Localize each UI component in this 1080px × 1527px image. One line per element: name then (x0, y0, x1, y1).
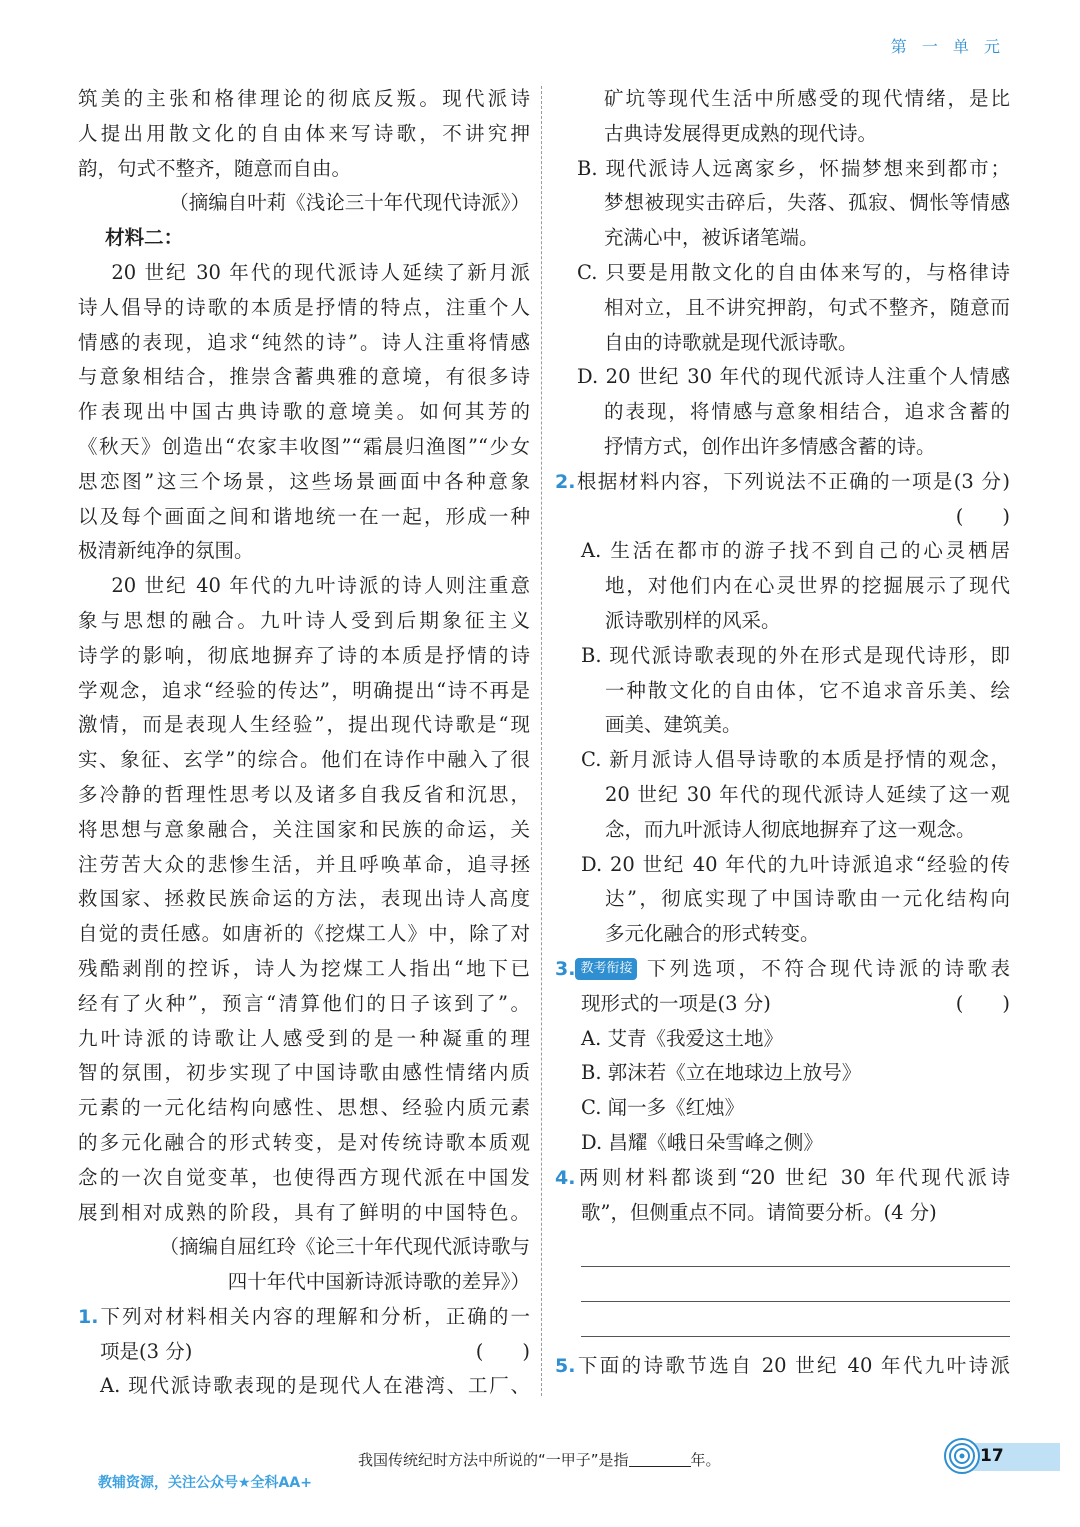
passage-line: 筑美的主张和格律理论的彻底反叛。现代派诗 (78, 87, 530, 110)
passage-line: 情感的表现，追求“纯然的诗”。诗人注重将情感 (78, 330, 530, 354)
answer-paren[interactable]: ( ) (475, 1339, 530, 1363)
option-line: 相对立，且不讲究押韵，句式不整齐，随意而 (604, 295, 1010, 319)
option-line: C. 新月派诗人倡导诗歌的本质是抒情的观念， (581, 748, 1010, 772)
passage-line: 注劳苦大众的悲惨生活，并且呼唤革命，追寻拯 (78, 852, 530, 876)
column-divider (541, 86, 542, 1396)
passage-line: 作表现出中国古典诗歌的意境美。如何其芳的 (78, 400, 530, 424)
question-1-number: 1. (78, 1305, 99, 1328)
question-3-stem-2: 现形式的一项是(3 分) ( ) (555, 987, 1010, 1022)
passage-line: 实、象征、玄学”的综合。他们在诗作中融入了很 (78, 748, 530, 772)
passage-line: 诗人倡导的诗歌的本质是抒情的特点，注重个人 (78, 295, 530, 319)
spiral-icon (942, 1436, 982, 1476)
option-line: 画美、建筑美。 (605, 713, 742, 737)
option-line: D. 昌耀《峨日朵雪峰之侧》 (581, 1130, 823, 1154)
passage-line: 念的一次自觉变革，也使得西方现代派在中国发 (78, 1165, 530, 1189)
option-line: B. 现代派诗人远离家乡，怀揣梦想来到都市； (577, 156, 1010, 180)
passage-line: 元素的一元化结构向感性、思想、经验内质元素 (78, 1096, 530, 1120)
passage-line: 救国家、拯救民族命运的方法，表现出诗人高度 (78, 887, 530, 911)
passage-line: 残酷剥削的控诉，诗人为挖煤工人指出“地下已 (78, 956, 530, 980)
option-line: 梦想被现实击碎后，失落、孤寂、惆怅等情感 (604, 191, 1010, 215)
answer-paren[interactable]: ( ) (955, 504, 1010, 528)
option-line: 达”，彻底实现了中国诗歌由一元化结构向 (605, 887, 1010, 911)
unit-title: 第 一 单 元 (890, 37, 1005, 56)
passage-line: 极清新纯净的氛围。 (78, 539, 254, 563)
passage-line: 与意象相结合，推崇含蓄典雅的意境，有很多诗 (78, 365, 530, 389)
option-line: C. 闻一多《红烛》 (581, 1096, 745, 1120)
question-3-stem: 3. 教考衔接 下列选项，不符合现代诗派的诗歌表 (555, 956, 1010, 980)
option-line: 一种散文化的自由体，它不追求音乐美、绘 (605, 678, 1010, 702)
option-line: A. 艾青《我爱这土地》 (581, 1026, 783, 1050)
question-3-number: 3. (555, 957, 576, 980)
passage-line: 经有了火种”，预言“清算他们的日子该到了”。 (78, 991, 530, 1015)
passage-line: 《秋天》创造出“农家丰收图”“霜晨归渔图”“少女 (78, 434, 530, 458)
passage-line: （摘编自屈红玲《论三十年代现代派诗歌与 (159, 1235, 530, 1259)
question-1-stem-2: 项是(3 分) ( ) (78, 1335, 530, 1370)
option-line: 地，对他们内在心灵世界的挖掘展示了现代 (605, 574, 1010, 598)
passage-line: 多冷静的哲理性思考以及诸多自我反省和沉思， (78, 782, 530, 806)
footer-trivia: 我国传统纪时方法中所说的“一甲子”是指 年。 (358, 1451, 721, 1469)
answer-line[interactable] (555, 1314, 1010, 1349)
passage-line: 将思想与意象融合，关注国家和民族的命运，关 (78, 817, 530, 841)
option-line: 派诗歌别样的风采。 (605, 608, 781, 632)
option-line: 20 世纪 30 年代的现代派诗人延续了这一观 (605, 782, 1010, 806)
option-line: A. 生活在都市的游子找不到自己的心灵栖居 (581, 539, 1010, 563)
right-column (555, 82, 1010, 1383)
textbook-link-badge: 教考衔接 (575, 958, 637, 980)
question-2-options (555, 534, 1010, 952)
passage-line: 九叶诗派的诗歌让人感受到的是一种凝重的理 (78, 1026, 530, 1050)
passage-line: 象与思想的融合。九叶诗人受到后期象征主义 (78, 608, 530, 632)
question-2-stem: 2.根据材料内容，下列说法不正确的一项是(3 分) (555, 469, 1010, 493)
passage-line: 材料二： (78, 226, 184, 250)
passage-line: 20 世纪 40 年代的九叶诗派的诗人则注重意 (78, 574, 530, 598)
option-line: B. 现代派诗歌表现的外在形式是现代诗形，即 (581, 643, 1010, 667)
option-a-continued: 古典诗发展得更成熟的现代诗。 (604, 121, 878, 145)
option-a-continued: 矿坑等现代生活中所感受的现代情绪，是比 (604, 87, 1010, 110)
left-column (78, 82, 530, 1404)
option-line: 的表现，将情感与意象相结合，追求含蓄的 (604, 400, 1010, 424)
passage-line: 韵，句式不整齐，随意而自由。 (78, 156, 352, 180)
question-4-stem-2: 歌”，但侧重点不同。请简要分析。(4 分) (581, 1200, 937, 1224)
answer-line[interactable] (555, 1244, 1010, 1279)
passage-line: 自觉的责任感。如唐祈的《挖煤工人》中，除了对 (78, 922, 530, 946)
option-line: 念，而九叶派诗人彻底地摒弃了这一观念。 (605, 817, 976, 841)
passage-line: 以及每个画面之间和谐地统一在一起，形成一种 (78, 504, 530, 528)
option-line: D. 20 世纪 40 年代的九叶诗派追求“经验的传 (581, 852, 1010, 876)
question-1-stem: 1.下列对材料相关内容的理解和分析，正确的一 (78, 1304, 530, 1328)
passage-line: 的多元化融合的形式转变，是对传统诗歌本质观 (78, 1130, 530, 1154)
passage-line: 四十年代中国新诗派诗歌的差异》） (227, 1270, 530, 1294)
question-1-options (555, 152, 1010, 465)
question-1-option-a: A. 现代派诗歌表现的是现代人在港湾、工厂、 (100, 1374, 530, 1398)
question-5-number: 5. (555, 1354, 576, 1377)
fill-blank[interactable] (629, 1452, 691, 1467)
passage-line: 思恋图”这三个场景，这些场景画面中各种意象 (78, 469, 530, 493)
passage-line: 20 世纪 30 年代的现代派诗人延续了新月派 (78, 260, 530, 284)
option-line: C. 只要是用散文化的自由体来写的，与格律诗 (577, 260, 1010, 284)
question-4-number: 4. (555, 1166, 576, 1189)
passage-line: 人提出用散文化的自由体来写诗歌，不讲究押 (78, 121, 530, 145)
passage-line: （摘编自叶莉《浅论三十年代现代诗派》） (169, 191, 530, 215)
question-5-stem: 5.下面的诗歌节选自 20 世纪 40 年代九叶诗派 (555, 1353, 1010, 1377)
option-line: 充满心中，被诉诸笔端。 (604, 226, 819, 250)
question-3-options (555, 1022, 1010, 1161)
answer-paren[interactable]: ( ) (955, 991, 1010, 1015)
answer-line[interactable] (555, 1279, 1010, 1314)
passage-line: 诗学的影响，彻底地摒弃了诗的本质是抒情的诗 (78, 643, 530, 667)
option-line: 自由的诗歌就是现代派诗歌。 (604, 330, 858, 354)
option-line: D. 20 世纪 30 年代的现代派诗人注重个人情感 (577, 365, 1010, 389)
option-line: 多元化融合的形式转变。 (605, 922, 820, 946)
watermark-text: 教辅资源，关注公众号★全科AA+ (98, 1475, 312, 1491)
question-2-number: 2. (555, 470, 576, 493)
passage-line: 激情，而是表现人生经验”，提出现代诗歌是“现 (78, 713, 530, 737)
passage-line: 展到相对成熟的阶段，具有了鲜明的中国特色。 (78, 1200, 530, 1224)
passage-line: 学观念，追求“经验的传达”，明确提出“诗不再是 (78, 678, 530, 702)
option-line: 抒情方式，创作出许多情感含蓄的诗。 (604, 434, 936, 458)
option-line: B. 郭沫若《立在地球边上放号》 (581, 1061, 862, 1085)
page-number: 17 (980, 1446, 1004, 1466)
passage-line: 智的氛围，初步实现了中国诗歌由感性情绪内质 (78, 1061, 530, 1085)
question-4-stem: 4.两则材料都谈到“20 世纪 30 年代现代派诗 (555, 1165, 1010, 1189)
passage-text (78, 82, 530, 1300)
